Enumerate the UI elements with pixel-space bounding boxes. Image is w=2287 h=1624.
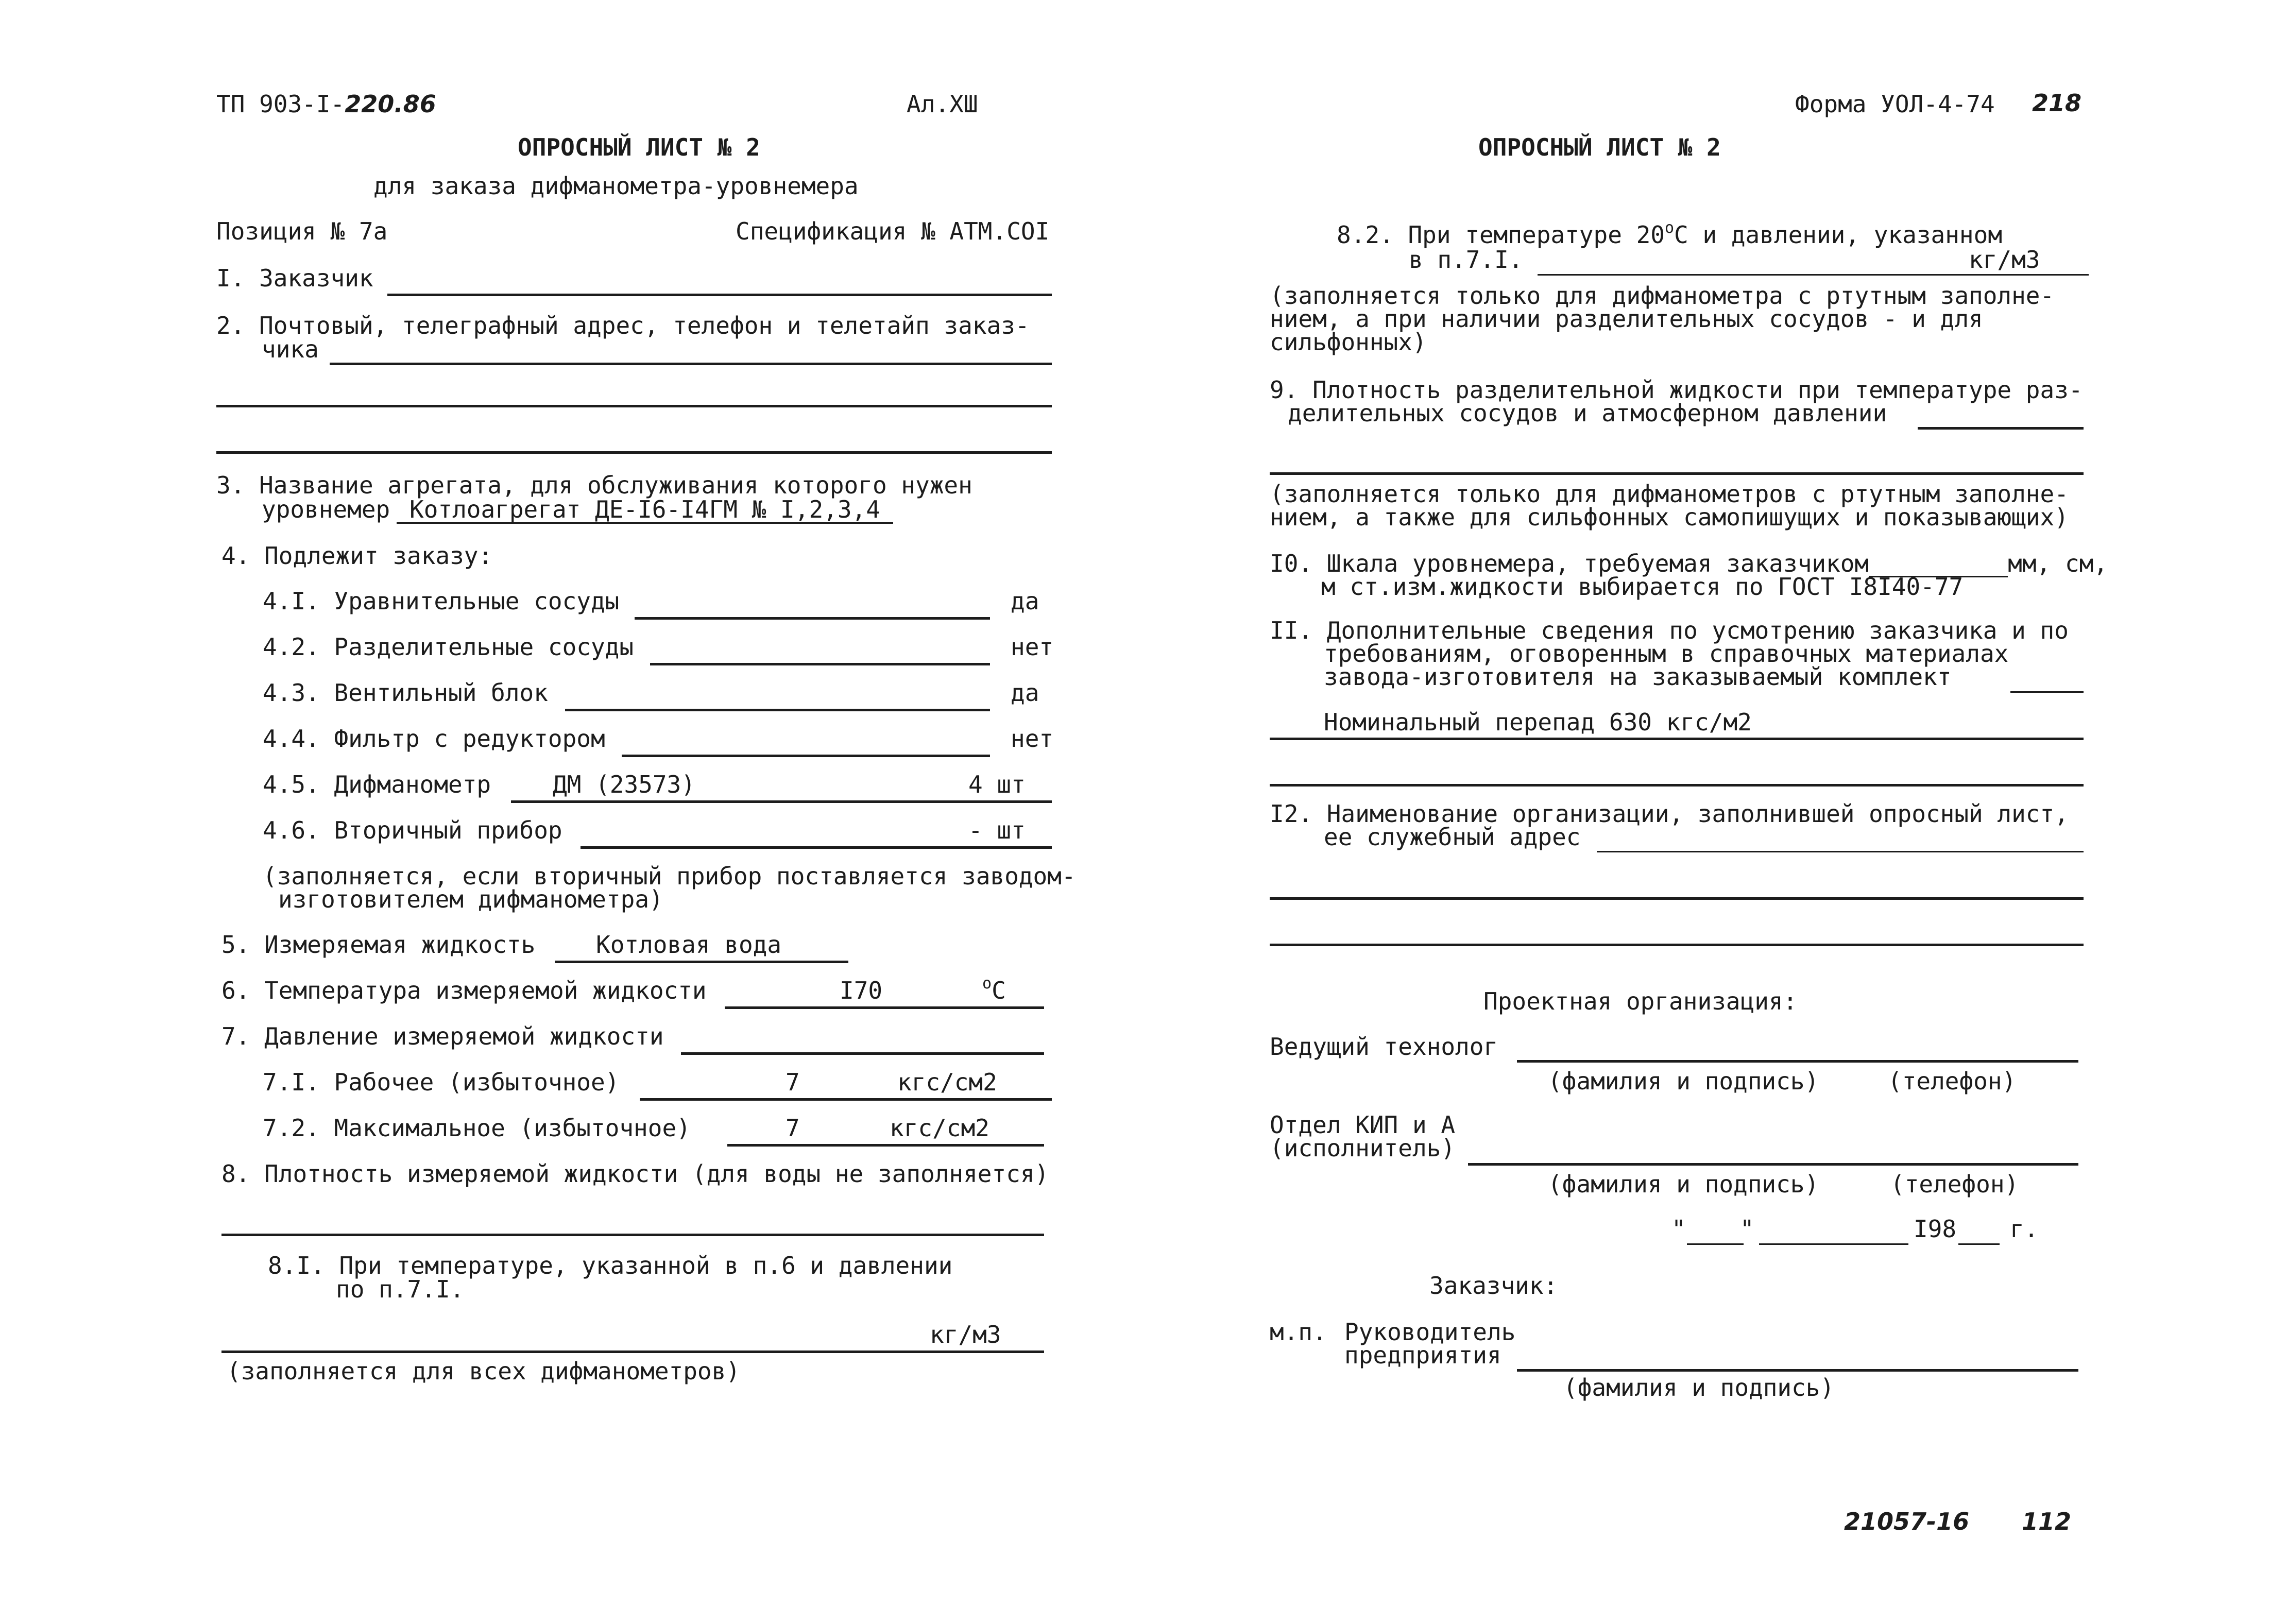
document-code-print: ТП 903-I- bbox=[216, 90, 345, 118]
item-4-2-label: 4.2. Разделительные сосуды bbox=[263, 633, 634, 661]
item-6-temperature: 6. Температура измеряемой жидкости bbox=[221, 977, 707, 1004]
item-4-4-value: нет bbox=[1011, 725, 1054, 753]
item-4-6-quantity: - шт bbox=[968, 816, 1026, 844]
item-4-3-value: да bbox=[1011, 679, 1039, 707]
address-field-line-1[interactable] bbox=[330, 363, 1052, 365]
item-11-value: Номинальный перепад 630 кгс/м2 bbox=[1324, 708, 1752, 736]
item-7-2-label: 7.2. Максимальное (избыточное) bbox=[263, 1114, 691, 1142]
item-8-density: 8. Плотность измеряемой жидкости (для воды не заполняется) bbox=[221, 1160, 1049, 1188]
item-9-note: (заполняется только для дифманометров с ртутным заполне- bbox=[1270, 480, 2069, 508]
item-4-note: (заполняется, если вторичный прибор поставляется заводом- bbox=[263, 862, 1076, 890]
item-4-3-line[interactable] bbox=[565, 709, 990, 711]
item-6-unit bbox=[982, 974, 1006, 1004]
item-8-1-line[interactable] bbox=[221, 1351, 1044, 1353]
instrumentation-dept-line[interactable] bbox=[1468, 1163, 2078, 1166]
item-10-scale-units: мм, см, bbox=[2008, 550, 2108, 577]
item-11-extra-cont1: требованиям, оговоренным в справочных материалах bbox=[1324, 640, 2009, 668]
item-11-line-3[interactable] bbox=[1270, 784, 2084, 787]
item-4-order: 4. Подлежит заказу: bbox=[221, 542, 493, 570]
item-7-1-unit: кгс/см2 bbox=[897, 1068, 997, 1096]
date-year-prefix: I98 bbox=[1914, 1215, 1957, 1243]
item-9-line-1[interactable] bbox=[1918, 427, 2084, 430]
enterprise-head-label: Руководитель bbox=[1344, 1318, 1516, 1346]
address-field-line-3[interactable] bbox=[216, 451, 1052, 454]
item-4-4-line[interactable] bbox=[622, 755, 990, 757]
item-8-note: (заполняется для всех дифманометров) bbox=[227, 1357, 740, 1385]
form-subtitle: для заказа дифманометра-уровнемера bbox=[373, 172, 859, 200]
document-code-handwritten: 220.86 bbox=[345, 90, 436, 118]
item-4-6-label: 4.6. Вторичный прибор bbox=[263, 816, 562, 844]
date-month-line[interactable] bbox=[1759, 1243, 1908, 1245]
item-8-2-line[interactable] bbox=[1538, 274, 2089, 276]
address-field-line-2[interactable] bbox=[216, 405, 1052, 407]
item-7-1-label: 7.I. Рабочее (избыточное) bbox=[263, 1068, 620, 1096]
date-day-line[interactable] bbox=[1687, 1243, 1744, 1245]
item-4-1-value: да bbox=[1011, 587, 1039, 615]
item-7-2-line[interactable] bbox=[727, 1144, 1044, 1147]
customer-heading: Заказчик: bbox=[1429, 1272, 1558, 1300]
item-8-2-note: (заполняется только для дифманометра с ртутным заполне- bbox=[1270, 282, 2055, 310]
instrumentation-dept-executor: (исполнитель) bbox=[1270, 1134, 1456, 1162]
item-3-unit-cont: уровнемер bbox=[262, 495, 390, 523]
position-label: Позиция № 7а bbox=[216, 217, 388, 245]
item-12-organization: I2. Наименование организации, заполнившей опросный лист, bbox=[1270, 800, 2069, 828]
item-8-2-unit: кг/м3 bbox=[1969, 246, 2040, 273]
item-4-3-label: 4.3. Вентильный блок bbox=[263, 679, 548, 707]
item-6-value: I70 bbox=[840, 977, 883, 1004]
form-title: ОПРОСНЫЙ ЛИСТ № 2 bbox=[518, 133, 760, 161]
instrumentation-phone-caption: (телефон) bbox=[1890, 1170, 2019, 1198]
item-6-line[interactable] bbox=[725, 1006, 1044, 1009]
item-11-line-2[interactable] bbox=[1270, 738, 2084, 740]
item-8-2-label bbox=[1337, 218, 2003, 249]
item-9-density: 9. Плотность разделительной жидкости при температуре раз- bbox=[1270, 376, 2083, 404]
item-8-2-text-a: 8.2. При температуре 20 bbox=[1337, 221, 1665, 249]
item-8-line[interactable] bbox=[221, 1234, 1044, 1236]
item-4-5-quantity: 4 шт bbox=[968, 771, 1026, 798]
item-8-1-label-cont: по п.7.I. bbox=[336, 1275, 465, 1303]
item-4-1-label: 4.I. Уравнительные сосуды bbox=[263, 587, 620, 615]
item-5-line[interactable] bbox=[555, 961, 848, 963]
item-7-1-line[interactable] bbox=[640, 1098, 1052, 1101]
page-number-handwritten: 218 bbox=[2032, 89, 2082, 117]
enterprise-head-signature-caption: (фамилия и подпись) bbox=[1563, 1374, 1835, 1401]
design-organization-heading: Проектная организация: bbox=[1483, 987, 1798, 1015]
item-7-2-value: 7 bbox=[786, 1114, 800, 1142]
degree-mark: o bbox=[982, 974, 992, 993]
instrumentation-signature-caption: (фамилия и подпись) bbox=[1548, 1170, 1819, 1198]
item-11-extra-cont2: завода-изготовителя на заказываемый комплект bbox=[1324, 663, 1952, 691]
item-8-2-note-cont2: сильфонных) bbox=[1270, 328, 1427, 356]
item-8-1-unit: кг/м3 bbox=[930, 1321, 1001, 1348]
lead-technologist-signature-caption: (фамилия и подпись) bbox=[1548, 1067, 1819, 1095]
right-page bbox=[1144, 0, 2287, 1624]
enterprise-head-label-cont: предприятия bbox=[1344, 1341, 1501, 1369]
item-4-2-line[interactable] bbox=[650, 663, 990, 665]
item-8-1-label: 8.I. При температуре, указанной в п.6 и давлении bbox=[268, 1252, 953, 1279]
album-number: Ал.XШ bbox=[907, 90, 978, 118]
date-close-quote: " bbox=[1740, 1215, 1754, 1243]
item-11-line-1[interactable] bbox=[2010, 691, 2084, 693]
item-2-address-cont: чика bbox=[262, 335, 319, 363]
item-4-1-line[interactable] bbox=[635, 617, 990, 620]
date-open-quote: " bbox=[1671, 1215, 1686, 1243]
item-12-organization-cont: ее служебный адрес bbox=[1324, 823, 1581, 851]
degree-mark: o bbox=[1664, 218, 1675, 237]
item-8-2-note-cont1: нием, а при наличии разделительных сосудов - и для bbox=[1270, 305, 1983, 333]
item-5-liquid: 5. Измеряемая жидкость bbox=[221, 931, 536, 959]
inventory-number: 21057-16 bbox=[1844, 1508, 1970, 1535]
item-10-scale-cont: м ст.изм.жидкости выбирается по ГОСТ I8I40-77 bbox=[1321, 573, 1964, 601]
item-4-5-label: 4.5. Дифманометр bbox=[263, 771, 491, 798]
item-9-density-cont: делительных сосудов и атмосферном давлении bbox=[1288, 399, 1887, 427]
item-12-line-2[interactable] bbox=[1270, 897, 2084, 900]
item-7-pressure: 7. Давление измеряемой жидкости bbox=[221, 1022, 664, 1050]
date-year-unit: г. bbox=[2010, 1215, 2039, 1243]
item-4-5-line[interactable] bbox=[511, 800, 1052, 803]
item-4-note-cont: изготовителем дифманометра) bbox=[278, 885, 663, 913]
enterprise-head-line[interactable] bbox=[1517, 1369, 2078, 1372]
item-7-line[interactable] bbox=[681, 1052, 1044, 1055]
instrumentation-dept-label: Отдел КИП и А bbox=[1270, 1111, 1456, 1139]
item-7-2-unit: кгс/см2 bbox=[890, 1114, 989, 1142]
item-5-value: Котловая вода bbox=[596, 931, 782, 959]
seal-place-mark: м.п. bbox=[1270, 1318, 1327, 1346]
item-4-4-label: 4.4. Фильтр с редуктором bbox=[263, 725, 605, 753]
specification-label: Спецификация № АТМ.СОI bbox=[736, 217, 1050, 245]
document-code bbox=[216, 92, 436, 116]
item-12-line-1[interactable] bbox=[1597, 851, 2084, 852]
form-title-right: ОПРОСНЫЙ ЛИСТ № 2 bbox=[1478, 133, 1721, 161]
item-10-scale-text: I0. Шкала уровнемера, требуемая заказчиком bbox=[1270, 550, 1869, 577]
item-8-2-label-cont: в п.7.I. bbox=[1409, 246, 1523, 273]
item-8-2-text-b: С и давлении, указанном bbox=[1674, 221, 2003, 249]
item-4-6-line[interactable] bbox=[581, 846, 1052, 849]
lead-technologist-line[interactable] bbox=[1517, 1060, 2078, 1063]
item-11-extra: II. Дополнительные сведения по усмотрению заказчика и по bbox=[1270, 617, 2069, 644]
item-7-1-value: 7 bbox=[786, 1068, 800, 1096]
item-2-address: 2. Почтовый, телеграфный адрес, телефон и телетайп заказ- bbox=[216, 312, 1030, 339]
customer-field-line[interactable] bbox=[387, 294, 1052, 296]
item-4-5-value: ДМ (23573) bbox=[553, 771, 695, 798]
date-year-line[interactable] bbox=[1958, 1243, 2000, 1245]
item-4-2-value: нет bbox=[1011, 633, 1054, 661]
item-3-unit: 3. Название агрегата, для обслуживания которого нужен bbox=[216, 471, 972, 499]
item-1-customer: I. Заказчик bbox=[216, 264, 373, 292]
item-12-line-3[interactable] bbox=[1270, 944, 2084, 946]
unit-field-value[interactable]: Котлоагрегат ДЕ-I6-I4ГМ № I,2,3,4 bbox=[397, 497, 893, 524]
item-9-line-2[interactable] bbox=[1270, 472, 2084, 475]
form-number: Форма УОЛ-4-74 bbox=[1795, 90, 1995, 118]
lead-technologist-label: Ведущий технолог bbox=[1270, 1033, 1498, 1061]
sheet-number: 112 bbox=[2022, 1508, 2072, 1535]
item-6-unit-text: C bbox=[992, 977, 1006, 1004]
lead-technologist-phone-caption: (телефон) bbox=[1888, 1067, 2017, 1095]
item-9-note-cont: нием, а также для сильфонных самопишущих и показывающих) bbox=[1270, 503, 2069, 531]
